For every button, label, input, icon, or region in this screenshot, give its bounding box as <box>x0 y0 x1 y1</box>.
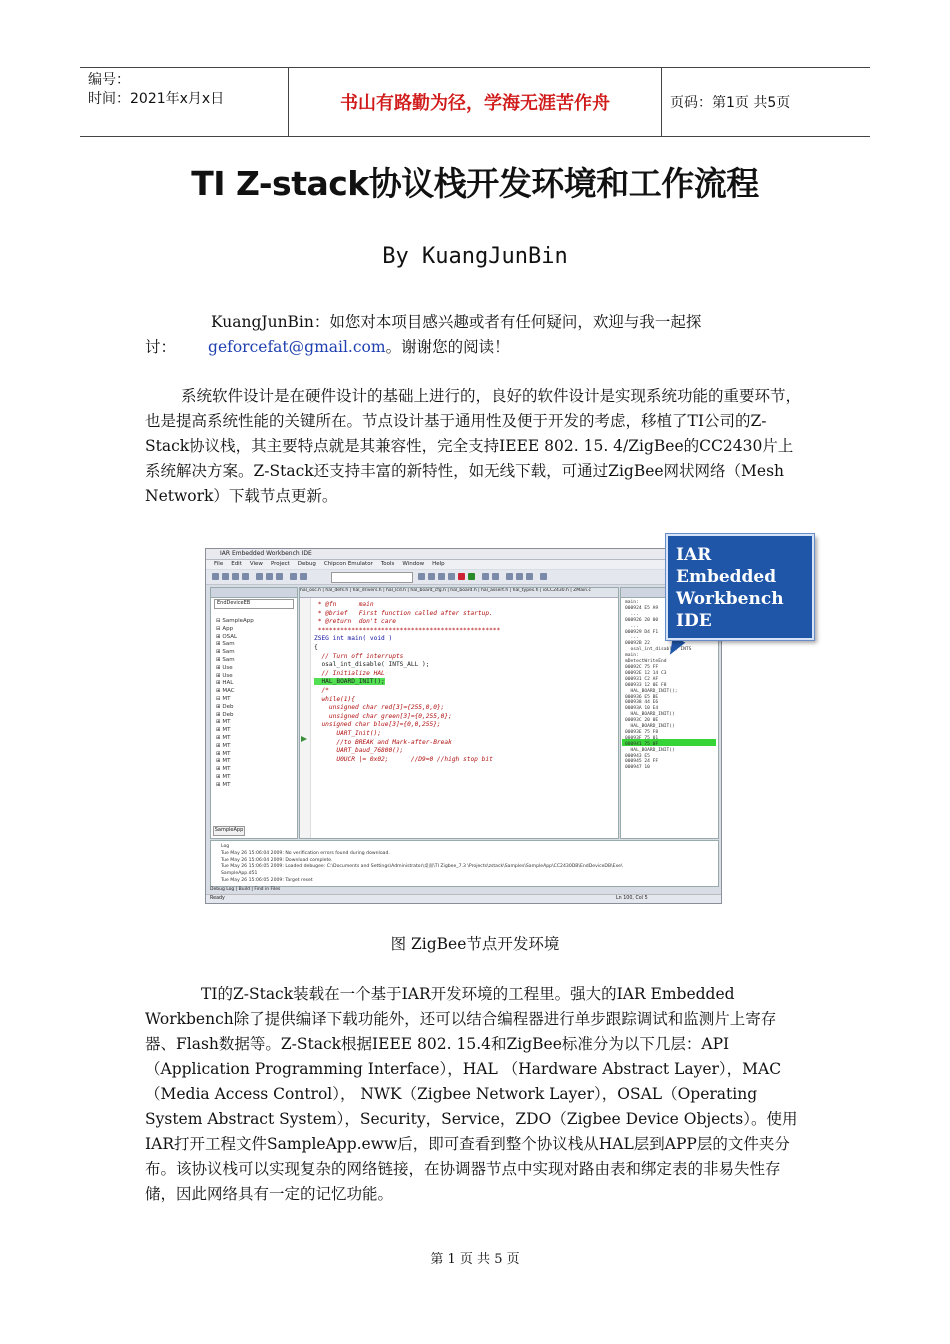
status-cursor-position: Ln 100, Col 5 <box>616 896 648 901</box>
workspace-pane <box>210 587 298 839</box>
disasm-line: 00093F 75 01 <box>625 735 659 741</box>
code-line: * @fn main <box>314 601 374 608</box>
disasm-line: main: <box>625 600 639 605</box>
tree-item: ⊞ MT <box>216 742 231 749</box>
log-listing <box>221 844 623 885</box>
code-line: /* <box>314 686 329 694</box>
stop-icon <box>458 573 465 580</box>
header-meta <box>80 68 289 136</box>
code-line: { <box>314 643 318 651</box>
tree-item: ⊞ Use <box>216 672 233 679</box>
tree-item: ⊟ MT <box>216 695 231 702</box>
find-icon <box>418 573 425 580</box>
intro-paragraph <box>145 310 805 360</box>
code-line: * @return don't care <box>314 618 396 626</box>
code-line: while(1){ <box>314 695 355 703</box>
step-into-icon <box>492 573 499 580</box>
log-line: Tue May 26 15:06:04 2009: No verification errors found during download. <box>221 850 390 856</box>
ide-title-bar <box>206 549 721 560</box>
ide-menu-file: File <box>214 561 224 567</box>
find-combo <box>331 572 413 583</box>
tree-item: ⊟ App <box>216 625 234 632</box>
current-line-arrow-icon <box>301 736 307 742</box>
ide-menu-edit: Edit <box>231 561 242 567</box>
ide-menu-emulator: Chipcon Emulator <box>323 561 373 567</box>
header-page-info: 页码：第1页 共5页 <box>670 95 791 111</box>
header-motto: 书山有路勤为径，学海无涯苦作舟 <box>289 68 662 136</box>
undo-icon <box>290 573 297 580</box>
options-icon <box>540 573 547 580</box>
disasm-line: 000929 D4 F1 <box>625 629 659 635</box>
tree-item: ⊞ MT <box>216 734 231 741</box>
code-line: // Turn off interrupts <box>314 652 404 660</box>
disasm-line: HAL_BOARD_INIT(); <box>625 688 678 694</box>
intro-suffix: 。谢谢您的阅读！ <box>385 338 510 356</box>
disasm-line: 00092E 12 14 C3 <box>625 670 667 676</box>
disasm-line: 000947 10 <box>625 765 650 771</box>
code-line: unsigned char red[3]={255,0,0}; <box>314 704 445 712</box>
workspace-config-select: EndDeviceEB <box>214 599 294 609</box>
intro-line-2 <box>145 335 805 360</box>
document-number: 编号： <box>88 72 130 88</box>
disasm-line: 000938 44 E6 <box>625 700 659 706</box>
bookmark-icon <box>428 573 435 580</box>
ide-screenshot <box>205 548 722 904</box>
log-header: Log <box>221 844 230 849</box>
disasm-line: main: <box>625 653 639 659</box>
tree-item: ⊞ Sam <box>216 641 235 648</box>
open-folder-icon <box>222 573 229 580</box>
tree-item: ⊞ MT <box>216 773 231 780</box>
body-paragraph-1-text: 系统软件设计是在硬件设计的基础上进行的，良好的软件设计是实现系统功能的重要环节，也是提高系统性能的关键所在。节点设计基于通用性及便于开发的考虑，移植了TI公司的Z-Stack协议栈，其主要特点就是其兼容性，完全支持IEEE 802. 15. 4/ZigBee的CC2430片上系统解决方案。Z-Stack还支持丰富的新特性，如无线下载，可通过ZigBee网状网络（Mesh Network）下载节点更新。 <box>145 387 802 505</box>
tree-item: ⊞ MT <box>216 758 231 765</box>
tree-item: ⊞ Sam <box>216 656 235 663</box>
ide-menu-help: Help <box>432 561 445 567</box>
disasm-line: HAL_BOARD_INIT() <box>625 747 675 753</box>
workspace-file-tree <box>216 618 254 790</box>
tree-item: ⊞ HAL <box>216 680 234 687</box>
debug-log-pane <box>210 840 719 887</box>
ide-menu-debug: Debug <box>297 561 316 567</box>
code-line: ZSEG int main( void ) <box>314 635 393 643</box>
run-icon <box>516 573 523 580</box>
cut-icon <box>256 573 263 580</box>
code-line: //to BREAK and Mark-after-Break <box>314 738 452 746</box>
disasm-line: osal_int_disable( INTS <box>625 647 692 653</box>
tree-item: ⊞ Deb <box>216 703 234 710</box>
tree-item: ⊞ MT <box>216 750 231 757</box>
disasm-line: 000943 E5 <box>625 753 650 759</box>
tree-item: ⊞ MT <box>216 719 231 726</box>
code-line: ************************************************* <box>314 626 501 634</box>
disasm-line: ... <box>625 611 639 617</box>
callout-line: Workbench <box>676 589 784 609</box>
ide-status-bar <box>206 894 721 903</box>
log-line: Tue May 26 15:06:04 2009: Download complete. <box>221 857 333 863</box>
log-line: Tue May 26 15:06:05 2009: Target reset <box>221 877 313 883</box>
step-over-icon <box>482 573 489 580</box>
tree-item: ⊞ Deb <box>216 711 234 718</box>
new-file-icon <box>212 573 219 580</box>
tree-item: ⊞ OSAL <box>216 633 238 640</box>
code-line: U0UCR |= 0x02; //D9=0 //high stop bit <box>314 755 493 763</box>
figure-caption: 图 ZigBee节点开发环境 <box>390 935 560 953</box>
tree-item: ⊞ MT <box>216 727 231 734</box>
document-date: 时间：2021年x月x日 <box>88 91 225 107</box>
code-line: * @brief First function called after startup. <box>314 609 493 617</box>
tree-item: ⊟ SampleApp <box>216 618 254 624</box>
editor-gutter <box>300 598 311 838</box>
breakpoint-icon <box>506 573 513 580</box>
disasm-line: 00092B 22 <box>625 641 650 647</box>
code-listing <box>314 601 500 764</box>
ide-menu-window: Window <box>402 561 425 567</box>
code-line: unsigned char green[3]={0,255,0}; <box>314 712 452 720</box>
workspace-tab: SampleApp <box>213 826 245 836</box>
log-line: Tue May 26 15:06:05 2009: Loaded debugee: C:\Documents and Settings\Administrator\桌面\TI Zigbee_7.3 \Projects\zstack\Samples\SampleApp\CC2430DB\EndDeviceDB\Exe\ <box>221 864 623 870</box>
code-line: osal_int_disable( INTS_ALL ); <box>314 661 430 669</box>
ide-menu-tools: Tools <box>380 561 395 567</box>
tree-item: ⊞ MT <box>216 766 231 773</box>
code-editor-pane <box>299 587 619 839</box>
code-line: UART_baud_76800(); <box>314 747 404 755</box>
ide-menu-project: Project <box>270 561 290 567</box>
tree-item: ⊞ MT <box>216 781 231 788</box>
compile-icon <box>438 573 445 580</box>
email-link[interactable]: geforcefat@gmail.com <box>208 338 386 356</box>
code-line: UART_Init(); <box>314 729 382 737</box>
callout-line: IAR Embedded <box>676 545 777 587</box>
disasm-line: mDetectWriteEnd <box>625 659 667 665</box>
tree-item: ⊞ Sam <box>216 649 235 656</box>
ide-window-title: IAR Embedded Workbench IDE <box>220 550 312 557</box>
disasm-line: 000924 E5 A9 <box>625 605 659 611</box>
disasm-line: 000941 75 0F <box>625 741 659 747</box>
editor-tabs: hal_osc.h | hal_defs.h | hal_drivers.h | hal_lcd.h | hal_board_cfg.h | hal_board.h | hal_assert.h | hal_types.h | ioCC2430.h | ZMain.c <box>300 588 618 598</box>
document-title: TI Z-stack协议栈开发环境和工作流程 <box>191 164 759 203</box>
disasm-line: 00092C 75 FF <box>625 664 659 670</box>
code-line: unsigned char blue[3]={0,0,255}; <box>314 721 441 729</box>
make-icon <box>448 573 455 580</box>
ide-menu-bar <box>206 560 721 569</box>
author-byline: By KuangJunBin <box>382 244 568 269</box>
ide-toolbar <box>206 570 721 585</box>
disasm-line: 00093E 75 F8 <box>625 729 659 735</box>
intro-line-1: KuangJunBin：如您对本项目感兴趣或者有任何疑问，欢迎与我一起探 <box>211 313 702 331</box>
disasm-line: 000931 C2 AF <box>625 676 659 682</box>
code-line: // Initialize HAL <box>314 669 385 677</box>
body-paragraph-1 <box>145 384 805 509</box>
redo-icon <box>300 573 307 580</box>
log-tabs: Debug Log | Build | Find in Files <box>210 887 281 892</box>
paste-icon <box>276 573 283 580</box>
disasm-line: 000945 24 FF <box>625 759 659 765</box>
intro-prefix: 讨： <box>145 338 177 356</box>
ide-callout-box <box>666 534 814 640</box>
disasm-line: ... <box>625 635 639 641</box>
body-paragraph-2-text: TI的Z-Stack装载在一个基于IAR开发环境的工程里。强大的IAR Embedded Workbench除了提供编译下载功能外，还可以结合编程器进行单步跟踪调试和监测片上寄存器、Flash数据等。Z-Stack根据IEEE 802. 15.4和ZigBee标准分为以下几层：API（Application Programming Interface），HAL （Hardware Abstract Layer），MAC（Media Access Control）， NWK（Zigbee Network Layer），OSAL（Operating System Abstract System），Security，Service，ZDO（Zigbee Device Objects）。使用IAR打开工程文件SampleApp.eww后，即可查看到整个协议栈从HAL层到APP层的文件夹分布。该协议栈可以实现复杂的网络链接，在协调器节点中实现对路由表和绑定表的非易失性存储，因此网络具有一定的记忆功能。 <box>145 985 798 1203</box>
debug-icon <box>468 573 475 580</box>
print-icon <box>242 573 249 580</box>
header-table <box>80 67 870 137</box>
disasm-line: 000926 20 00 <box>625 617 659 623</box>
workspace-header <box>211 588 297 598</box>
code-line-highlighted <box>314 678 500 687</box>
disasm-line: 000933 12 0E F8 <box>625 682 667 688</box>
disasm-line: 000936 E5 BE <box>625 694 659 700</box>
tree-item: ⊞ MAC <box>216 688 235 695</box>
disasm-line: HAL_BOARD_INIT() <box>625 712 675 718</box>
highlighted-statement: HAL_BOARD_INIT(); <box>314 678 385 686</box>
body-paragraph-2 <box>145 982 805 1207</box>
disasm-line: 00093C 20 0E <box>625 718 659 724</box>
reset-icon <box>526 573 533 580</box>
ide-menu-view: View <box>249 561 263 567</box>
log-line: SampleApp.d51 <box>221 871 258 877</box>
disasm-line: ... <box>625 623 639 629</box>
status-ready: Ready <box>210 896 225 901</box>
save-icon <box>232 573 239 580</box>
disasm-line: HAL_BOARD_INIT() <box>625 724 675 730</box>
callout-line: IDE <box>676 611 712 631</box>
copy-icon <box>266 573 273 580</box>
page-footer: 第 1 页 共 5 页 <box>430 1252 520 1267</box>
disasm-line: 00093A 10 E4 <box>625 706 659 712</box>
tree-item: ⊞ Use <box>216 664 233 671</box>
